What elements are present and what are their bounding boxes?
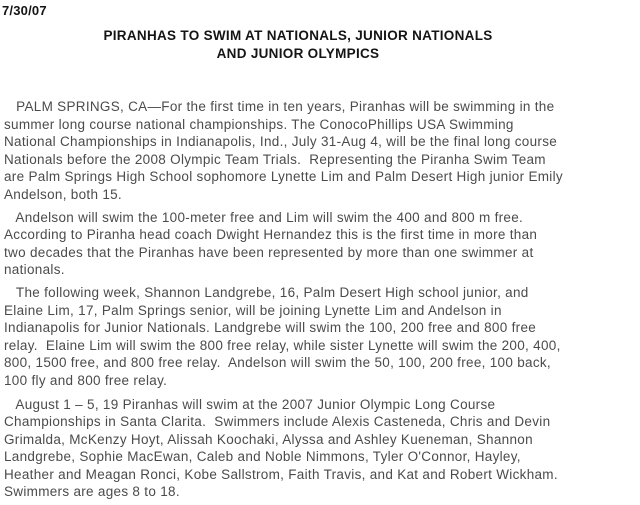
text-line: The following week, Shannon Landgrebe, 16, Palm Desert High school junior, and xyxy=(4,284,529,300)
text-line: 800, 1500 free, and 800 free relay. Andelson will swim the 50, 100, 200 free, 100 back, xyxy=(4,355,551,371)
text-line: August 1 – 5, 19 Piranhas will swim at the 2007 Junior Olympic Long Course xyxy=(4,396,496,412)
text-line: Andelson will swim the 100-meter free and Lim will swim the 400 and 800 m free. xyxy=(4,209,524,225)
text-line: Heather and Meagan Ronci, Kobe Sallstrom, Faith Travis, and Kat and Robert Wickham. xyxy=(4,466,558,482)
text-line: PALM SPRINGS, CA—For the first time in ten years, Piranhas will be swimming in the xyxy=(4,99,555,114)
text-line: Nationals before the 2008 Olympic Team Trials. Representing the Piranha Swim Team xyxy=(4,151,546,167)
paragraph-3 xyxy=(4,284,563,390)
text-line: relay. Elaine Lim will swim the 800 free relay, while sister Lynette will swim the 200, 400, xyxy=(4,337,561,353)
paragraph-1 xyxy=(4,98,563,204)
text-line: summer long course national championships. The ConocoPhillips USA Swimming xyxy=(4,116,514,132)
paragraph-2 xyxy=(4,209,563,279)
document-body xyxy=(4,98,563,501)
text-line: are Palm Springs High School sophomore Lynette Lim and Palm Desert High junior Emily xyxy=(4,169,563,185)
text-line: Grimalda, McKenzy Hoyt, Alissah Koochaki, Alyssa and Ashley Kueneman, Shannon xyxy=(4,431,533,447)
text-line: Andelson, both 15. xyxy=(4,186,122,202)
text-line: Swimmers are ages 8 to 18. xyxy=(4,484,180,500)
document-date: 7/30/07 xyxy=(2,3,47,18)
text-line: nationals. xyxy=(4,262,65,278)
title-line-2: AND JUNIOR OLYMPICS xyxy=(216,46,380,61)
text-line: two decades that the Piranhas have been represented by more than one swimmer at xyxy=(4,244,534,260)
document-title xyxy=(0,27,596,63)
title-line-1: PIRANHAS TO SWIM AT NATIONALS, JUNIOR NATIONALS xyxy=(103,28,493,43)
text-line: According to Piranha head coach Dwight Hernandez this is the first time in more than xyxy=(4,227,538,243)
text-line: Elaine Lim, 17, Palm Springs senior, will be joining Lynette Lim and Andelson in xyxy=(4,302,502,318)
text-line: Indianapolis for Junior Nationals. Landgrebe will swim the 100, 200 free and 800 free xyxy=(4,320,537,336)
paragraph-4 xyxy=(4,396,563,502)
text-line: Championships in Santa Clarita. Swimmers include Alexis Casteneda, Chris and Devin xyxy=(4,414,551,430)
text-line: Landgrebe, Sophie MacEwan, Caleb and Noble Nimmons, Tyler O'Connor, Hayley, xyxy=(4,449,521,465)
text-line: 100 fly and 800 free relay. xyxy=(4,372,168,388)
text-line: National Championships in Indianapolis, Ind., July 31-Aug 4, will be the final long course xyxy=(4,134,558,150)
